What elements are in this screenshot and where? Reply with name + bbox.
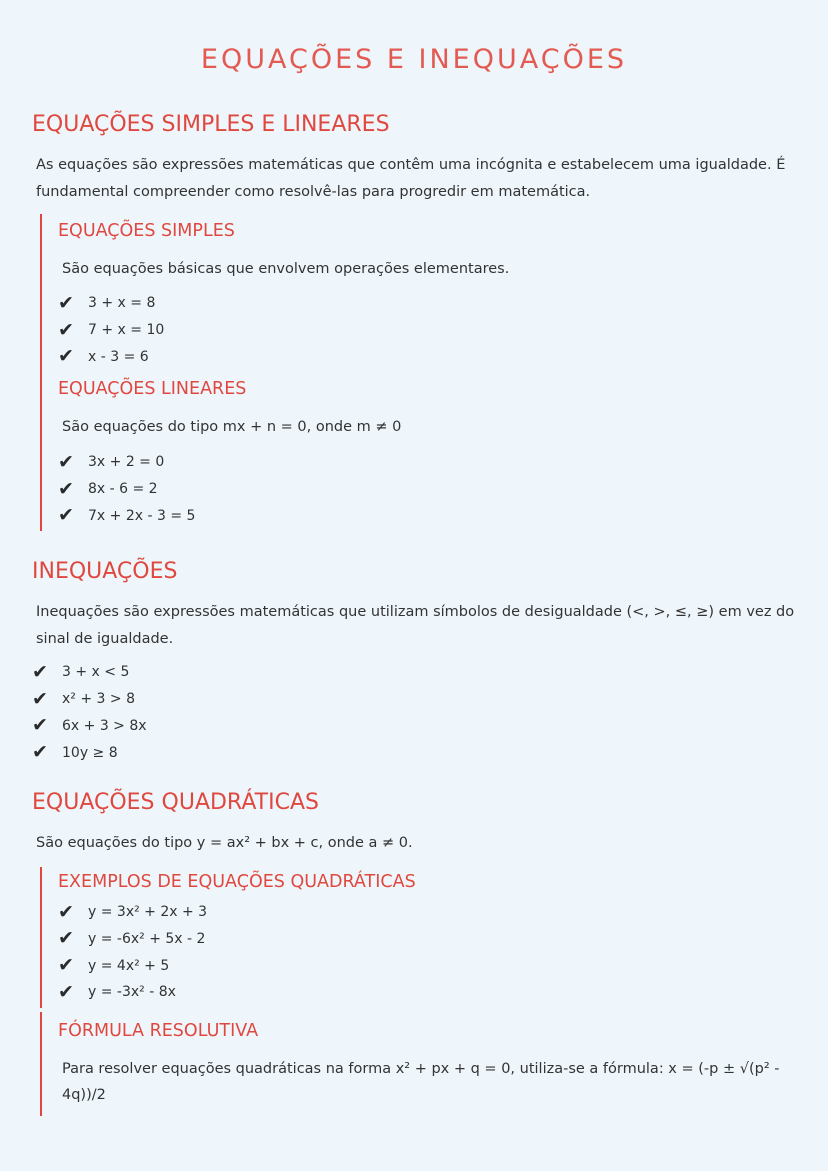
intro-line: fundamental compreender como resolvê-las para progredir em matemática. xyxy=(36,184,591,200)
check-icon: ✔ xyxy=(58,477,74,500)
intro-line: Inequações são expressões matemáticas que utilizam símbolos de desigualdade (<, >, ≤, ≥) em vez do xyxy=(36,604,795,621)
list-item: ✔ x² + 3 > 8 xyxy=(32,687,135,710)
intro-line: sinal de igualdade. xyxy=(36,631,174,648)
check-icon: ✔ xyxy=(32,714,48,737)
list-item: ✔ 3 + x < 5 xyxy=(32,660,130,683)
section-intro xyxy=(32,152,796,206)
subsection-title: EQUAÇÕES LINEARES xyxy=(58,379,247,400)
section-quadratic xyxy=(32,788,796,1116)
subsection-formula xyxy=(40,1012,796,1116)
subsection-desc: São equações do tipo mx + n = 0, onde m ≠ 0 xyxy=(62,419,402,436)
subsection-linear xyxy=(40,372,796,531)
check-icon: ✔ xyxy=(58,954,74,977)
document-title: EQUAÇÕES E INEQUAÇÕES xyxy=(200,44,628,75)
list-item: ✔ y = 4x² + 5 xyxy=(58,954,170,977)
check-icon: ✔ xyxy=(32,660,48,683)
check-icon: ✔ xyxy=(58,291,74,314)
formula-desc xyxy=(58,1056,796,1108)
formula-line: 4q))/2 xyxy=(62,1086,106,1103)
section-title: EQUAÇÕES SIMPLES E LINEARES xyxy=(32,112,390,137)
list-item: ✔ 8x - 6 = 2 xyxy=(58,477,158,500)
section-simple-linear xyxy=(32,110,796,531)
subsection-simple xyxy=(40,214,796,372)
section-inequations xyxy=(32,557,796,766)
intro-line: As equações são expressões matemáticas que contêm uma incógnita e estabelecem uma igualdade. É xyxy=(36,157,786,173)
list-item: ✔ 3x + 2 = 0 xyxy=(58,450,165,473)
equation-list xyxy=(58,449,796,529)
check-icon: ✔ xyxy=(32,741,48,764)
check-icon: ✔ xyxy=(58,504,74,527)
subsection-desc: São equações básicas que envolvem operações elementares. xyxy=(62,261,510,277)
check-icon: ✔ xyxy=(32,687,48,710)
check-icon: ✔ xyxy=(58,318,74,341)
section-title: EQUAÇÕES QUADRÁTICAS xyxy=(32,789,319,815)
list-item: ✔ 7 + x = 10 xyxy=(58,318,165,341)
list-item: ✔ 6x + 3 > 8x xyxy=(32,714,147,737)
subsection-examples xyxy=(40,867,796,1008)
list-item: ✔ y = 3x² + 2x + 3 xyxy=(58,900,208,923)
section-title: INEQUAÇÕES xyxy=(32,559,178,585)
subsection-title: EXEMPLOS DE EQUAÇÕES QUADRÁTICAS xyxy=(58,871,416,892)
subsection-title: EQUAÇÕES SIMPLES xyxy=(58,221,235,241)
list-item: ✔ x - 3 = 6 xyxy=(58,345,149,368)
list-item: ✔ y = -3x² - 8x xyxy=(58,980,176,1003)
equation-list xyxy=(58,290,796,370)
check-icon: ✔ xyxy=(58,900,74,923)
list-item: ✔ 10y ≥ 8 xyxy=(32,741,118,764)
section-intro xyxy=(32,599,796,653)
check-icon: ✔ xyxy=(58,345,74,368)
section-intro: São equações do tipo y = ax² + bx + c, onde a ≠ 0. xyxy=(36,834,413,851)
subsection-title: FÓRMULA RESOLUTIVA xyxy=(58,1020,259,1041)
formula-line: Para resolver equações quadráticas na forma x² + px + q = 0, utiliza-se a fórmula: x = (-p ± √(p² - xyxy=(62,1060,780,1077)
inequation-list xyxy=(32,659,796,766)
list-item: ✔ 7x + 2x - 3 = 5 xyxy=(58,504,196,527)
equation-list xyxy=(58,899,796,1006)
check-icon: ✔ xyxy=(58,980,74,1003)
check-icon: ✔ xyxy=(58,927,74,950)
list-item: ✔ 3 + x = 8 xyxy=(58,291,156,314)
list-item: ✔ y = -6x² + 5x - 2 xyxy=(58,927,206,950)
check-icon: ✔ xyxy=(58,450,74,473)
